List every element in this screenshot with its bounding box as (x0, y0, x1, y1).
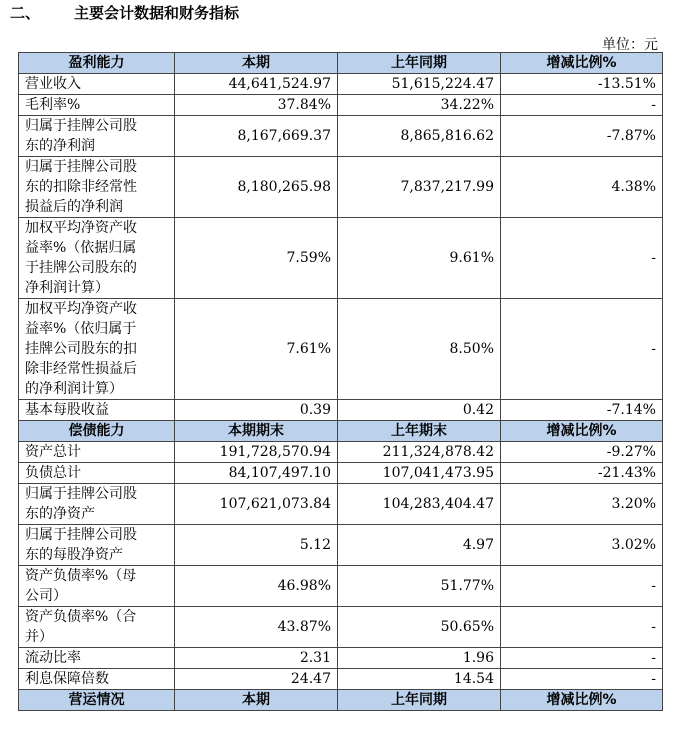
section-header-row (19, 421, 663, 442)
table-row (19, 116, 663, 157)
row-label: 资产总计 (19, 442, 175, 463)
row-label: 毛利率% (19, 95, 175, 116)
cell-value: 104,283,404.47 (338, 484, 501, 525)
row-label: 归属于挂牌公司股 东的净利润 (19, 116, 175, 157)
row-label: 资产负债率%（合 并） (19, 607, 175, 648)
cell-value: 3.20% (501, 484, 663, 525)
cell-value: -13.51% (501, 74, 663, 95)
cell-value: - (501, 669, 663, 690)
cell-value: -9.27% (501, 442, 663, 463)
cell-value: - (501, 218, 663, 299)
table-row (19, 95, 663, 116)
cell-value: 43.87% (175, 607, 338, 648)
cell-value: 3.02% (501, 525, 663, 566)
cell-value: - (501, 607, 663, 648)
cell-value: -21.43% (501, 463, 663, 484)
table-row (19, 525, 663, 566)
cell-value: 4.97 (338, 525, 501, 566)
column-header: 本期 (175, 690, 338, 711)
row-label: 流动比率 (19, 648, 175, 669)
cell-value: -7.87% (501, 116, 663, 157)
table-row (19, 299, 663, 400)
table-row (19, 607, 663, 648)
cell-value: - (501, 566, 663, 607)
cell-value: 51,615,224.47 (338, 74, 501, 95)
table-row (19, 463, 663, 484)
cell-value: 50.65% (338, 607, 501, 648)
cell-value: - (501, 299, 663, 400)
table-row (19, 218, 663, 299)
column-header: 本期 (175, 53, 338, 74)
cell-value: 2.31 (175, 648, 338, 669)
row-label: 加权平均净资产收 益率%（依据归属 于挂牌公司股东的 净利润计算） (19, 218, 175, 299)
cell-value: 4.38% (501, 157, 663, 218)
column-header: 本期期末 (175, 421, 338, 442)
cell-value: 0.42 (338, 400, 501, 421)
cell-value: 7.59% (175, 218, 338, 299)
column-header: 增减比例% (501, 53, 663, 74)
cell-value: 51.77% (338, 566, 501, 607)
row-label: 营业收入 (19, 74, 175, 95)
cell-value: 211,324,878.42 (338, 442, 501, 463)
section-header-row (19, 690, 663, 711)
section-number: 二、 (10, 4, 41, 22)
cell-value: 84,107,497.10 (175, 463, 338, 484)
column-header: 增减比例% (501, 690, 663, 711)
cell-value: 44,641,524.97 (175, 74, 338, 95)
row-label: 加权平均净资产收 益率%（依归属于 挂牌公司股东的扣 除非经常性损益后 的净利润计算） (19, 299, 175, 400)
cell-value: 5.12 (175, 525, 338, 566)
row-label: 利息保障倍数 (19, 669, 175, 690)
cell-value: - (501, 95, 663, 116)
section-title: 主要会计数据和财务指标 (74, 4, 240, 22)
cell-value: 14.54 (338, 669, 501, 690)
column-header: 上年同期 (338, 53, 501, 74)
cell-value: -7.14% (501, 400, 663, 421)
cell-value: 107,041,473.95 (338, 463, 501, 484)
cell-value: 9.61% (338, 218, 501, 299)
cell-value: 46.98% (175, 566, 338, 607)
row-label: 归属于挂牌公司股 东的每股净资产 (19, 525, 175, 566)
table-row (19, 669, 663, 690)
cell-value: 34.22% (338, 95, 501, 116)
unit-label: 单位：元 (602, 37, 658, 53)
table-row (19, 484, 663, 525)
row-label: 基本每股收益 (19, 400, 175, 421)
section-header-label: 偿债能力 (19, 421, 175, 442)
table-row (19, 74, 663, 95)
table-row (19, 400, 663, 421)
table-row (19, 566, 663, 607)
section-header-label: 营运情况 (19, 690, 175, 711)
cell-value: 0.39 (175, 400, 338, 421)
cell-value: 24.47 (175, 669, 338, 690)
section-heading (10, 2, 239, 23)
row-label: 归属于挂牌公司股 东的扣除非经常性 损益后的净利润 (19, 157, 175, 218)
cell-value: 8,865,816.62 (338, 116, 501, 157)
table-row (19, 157, 663, 218)
cell-value: 8,167,669.37 (175, 116, 338, 157)
cell-value: 191,728,570.94 (175, 442, 338, 463)
row-label: 归属于挂牌公司股 东的净资产 (19, 484, 175, 525)
column-header: 增减比例% (501, 421, 663, 442)
row-label: 资产负债率%（母 公司） (19, 566, 175, 607)
cell-value: 37.84% (175, 95, 338, 116)
cell-value: 7,837,217.99 (338, 157, 501, 218)
cell-value: 1.96 (338, 648, 501, 669)
cell-value: 8,180,265.98 (175, 157, 338, 218)
table-row (19, 442, 663, 463)
cell-value: 107,621,073.84 (175, 484, 338, 525)
row-label: 负债总计 (19, 463, 175, 484)
column-header: 上年期末 (338, 421, 501, 442)
table-row (19, 648, 663, 669)
section-header-label: 盈利能力 (19, 53, 175, 74)
cell-value: 8.50% (338, 299, 501, 400)
cell-value: - (501, 648, 663, 669)
column-header: 上年同期 (338, 690, 501, 711)
cell-value: 7.61% (175, 299, 338, 400)
financial-indicators-table (18, 52, 663, 711)
section-header-row (19, 53, 663, 74)
